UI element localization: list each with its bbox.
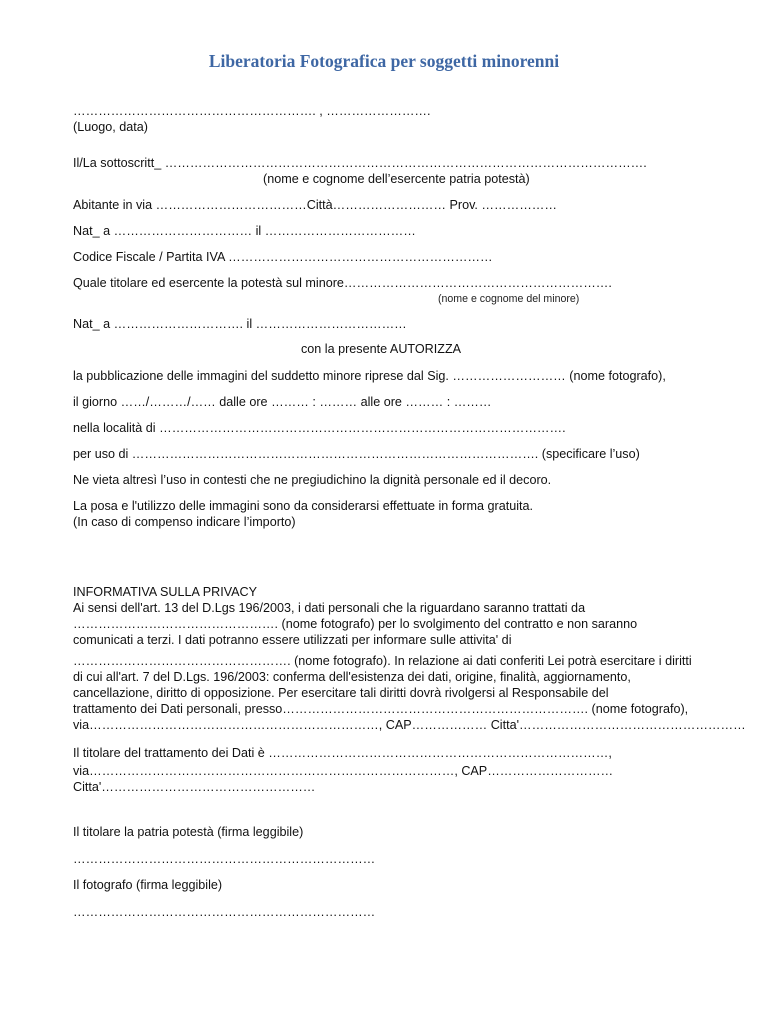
photographer-signature-label: Il fotografo (firma leggibile) xyxy=(73,878,223,892)
data-controller-line[interactable]: Citta'…………………………………………… xyxy=(73,780,316,794)
privacy-line[interactable]: ……………………………………………. (nome fotografo). In relazione ai dati conferiti Lei potrà esercitare i diritti xyxy=(73,654,692,668)
privacy-line: Ai sensi dell'art. 13 del D.Lgs 196/2003, i dati personali che la riguardano saranno trattati da xyxy=(73,601,586,615)
minor-name-hint: (nome e cognome del minore) xyxy=(438,293,580,305)
privacy-line: comunicati a terzi. I dati potranno essere utilizzati per informare sulle attivita' di xyxy=(73,633,512,647)
date-time-field[interactable]: il giorno ……/………/…… dalle ore ……… : ……… alle ore ……… : ……… xyxy=(73,395,492,409)
privacy-heading: INFORMATIVA SULLA PRIVACY xyxy=(73,585,258,599)
document-title: Liberatoria Fotografica per soggetti minorenni xyxy=(208,51,560,71)
privacy-line[interactable]: via……………………………………………………………, CAP……………… Citta'……………………………………………… xyxy=(73,718,746,732)
locality-field[interactable]: nella località di ……………………………………………………………………………………. xyxy=(73,421,566,435)
guardian-signature-line[interactable]: ……………………………………………………………… xyxy=(73,852,376,866)
authorize-statement: con la presente AUTORIZZA xyxy=(301,342,462,356)
undersigned-field[interactable]: Il/La sottoscritt_ ……………………………………………………………………………………………………. xyxy=(73,156,647,170)
compensation-note: (In caso di compenso indicare l’importo) xyxy=(73,515,296,529)
privacy-line: cancellazione, diritto di opposizione. Per esercitare tali diritti dovrà rivolgersi al Responsabile del xyxy=(73,686,609,700)
privacy-line[interactable]: …………………………………………. (nome fotografo) per lo svolgimento del contratto e non saranno xyxy=(73,617,638,631)
use-field[interactable]: per uso di ……………………………………………………………………………………. (specificare l’uso) xyxy=(73,447,640,461)
guardian-signature-label: Il titolare la patria potestà (firma leggibile) xyxy=(73,825,304,839)
birth-field[interactable]: Nat_ a …………………………… il ……………………………… xyxy=(73,224,416,238)
privacy-line[interactable]: trattamento dei Dati personali, presso………………………………………………………………. (nome fotografo), xyxy=(73,702,689,716)
privacy-line: di cui all'art. 7 del D.Lgs. 196/2003: conferma dell'esistenza dei dati, origine, finalità, aggiornamento, xyxy=(73,670,631,684)
place-date-label: (Luogo, data) xyxy=(73,120,148,134)
minor-name-field[interactable]: Quale titolare ed esercente la potestà sul minore………………………………………………………. xyxy=(73,276,612,290)
minor-birth-field[interactable]: Nat_ a …………………………. il ……………………………… xyxy=(73,317,407,331)
publication-field[interactable]: la pubblicazione delle immagini del suddetto minore riprese dal Sig. ……………………… (nome fotografo), xyxy=(73,369,666,383)
tax-code-field[interactable]: Codice Fiscale / Partita IVA ……………………………………………………… xyxy=(73,250,493,264)
free-use-text: La posa e l'utilizzo delle immagini sono da considerarsi effettuate in forma gratuita. xyxy=(73,499,533,513)
usage-restriction-text: Ne vieta altresì l’uso in contesti che ne pregiudichino la dignità personale ed il decoro. xyxy=(73,473,552,487)
undersigned-hint: (nome e cognome dell’esercente patria potestà) xyxy=(263,172,530,186)
place-date-field[interactable]: …………………………………………………. , ……………………. xyxy=(73,104,431,118)
data-controller-line[interactable]: via……………………………………………………………………………, CAP………………………… xyxy=(73,764,614,778)
photographer-signature-line[interactable]: ……………………………………………………………… xyxy=(73,905,376,919)
address-field[interactable]: Abitante in via ………………………………Città……………………… Prov. ……………… xyxy=(73,198,557,212)
data-controller-line[interactable]: Il titolare del trattamento dei Dati è ………………………………………………………………………, xyxy=(73,746,612,760)
